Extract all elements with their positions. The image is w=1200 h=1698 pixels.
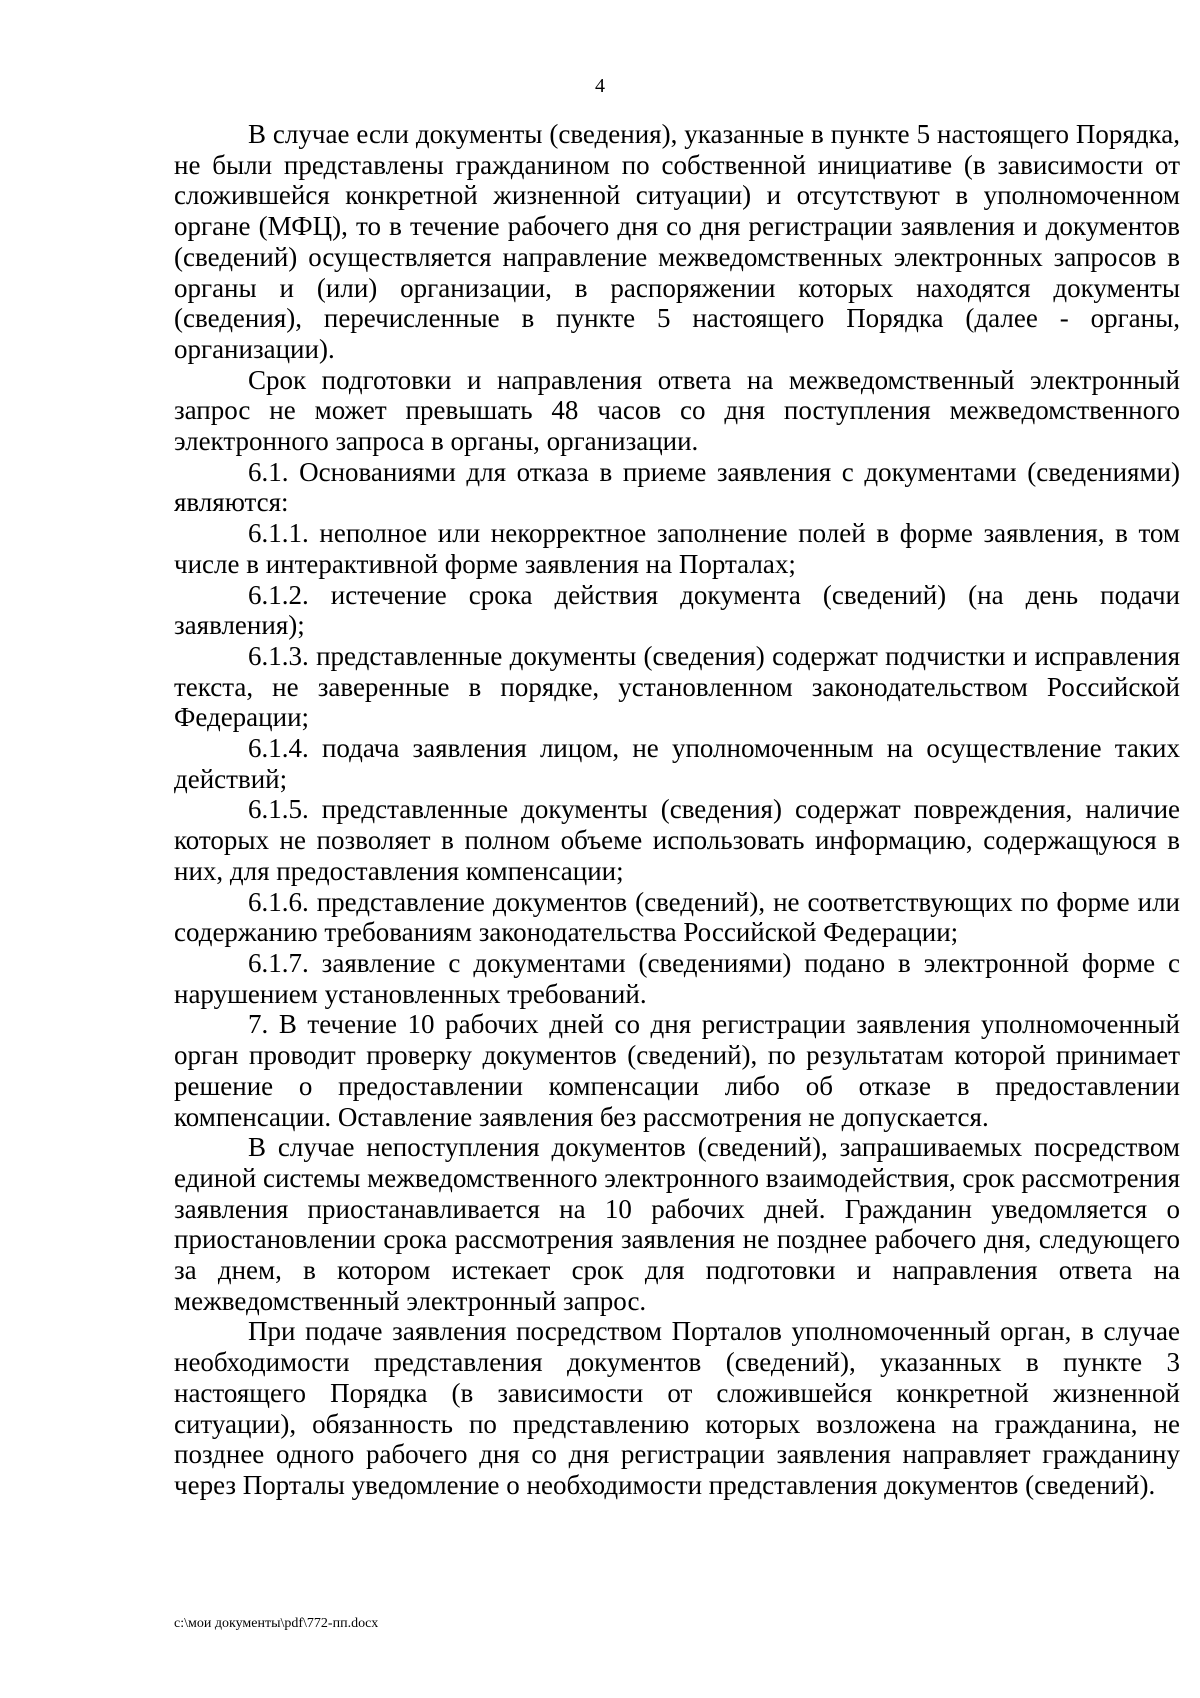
paragraph-6-1-7: 6.1.7. заявление с документами (сведениями) подано в электронной форме с нарушением установленных требований.	[174, 947, 1180, 1009]
paragraph-response-deadline: Срок подготовки и направления ответа на межведомственный электронный запрос не может превышать 48 часов со дня поступления межведомственного электронного запроса в органы, организации.	[174, 364, 1180, 457]
paragraph-6-1-6: 6.1.6. представление документов (сведений), не соответствующих по форме или содержанию требованиям законодательства Российской Федерации;	[174, 886, 1180, 948]
paragraph-6-1-2: 6.1.2. истечение срока действия документа (сведений) (на день подачи заявления);	[174, 579, 1180, 641]
paragraph-portal-notification: При подаче заявления посредством Порталов уполномоченный орган, в случае необходимости представления документов (сведений), указанных в пункте 3 настоящего Порядка (в зависимости от сложившейся конкретной жизненной ситуации), обязанность по представлению которых возложена на гражданина, не позднее одного рабочего дня со дня регистрации заявления направляет гражданину через Порталы уведомление о необходимости представления документов (сведений).	[174, 1316, 1180, 1500]
paragraph-6-1-5: 6.1.5. представленные документы (сведения) содержат повреждения, наличие которых не позволяет в полном объеме использовать информацию, содержащуюся в них, для предоставления компенсации;	[174, 794, 1180, 886]
paragraph-suspension: В случае непоступления документов (сведений), запрашиваемых посредством единой системы межведомственного электронного взаимодействия, срок рассмотрения заявления приостанавливается на 10 рабочих дней. Гражданин уведомляется о приостановлении срока рассмотрения заявления не позднее рабочего дня, следующего за днем, в котором истекает срок для подготовки и направления ответа на межведомственный электронный запрос.	[174, 1132, 1180, 1316]
paragraph-7-review-period: 7. В течение 10 рабочих дней со дня регистрации заявления уполномоченный орган проводит проверку документов (сведений), по результатам которой принимает решение о предоставлении компенсации либо об отказе в предоставлении компенсации. Оставление заявления без рассмотрения не допускается.	[174, 1009, 1180, 1132]
document-body	[174, 119, 1180, 1501]
paragraph-6-1-1: 6.1.1. неполное или некорректное заполнение полей в форме заявления, в том числе в интерактивной форме заявления на Порталах;	[174, 518, 1180, 579]
paragraph-6-1-3: 6.1.3. представленные документы (сведения) содержат подчистки и исправления текста, не заверенные в порядке, установленном законодательством Российской Федерации;	[174, 640, 1180, 733]
page-number: 4	[595, 75, 605, 97]
paragraph-6-1-refusal-grounds: 6.1. Основаниями для отказа в приеме заявления с документами (сведениями) являются:	[174, 456, 1180, 518]
paragraph-6-1-4: 6.1.4. подача заявления лицом, не уполномоченным на осуществление таких действий;	[174, 733, 1180, 794]
footer-file-path: c:\мои документы\pdf\772-пп.docx	[174, 1616, 379, 1631]
paragraph-interagency-requests: В случае если документы (сведения), указанные в пункте 5 настоящего Порядка, не были представлены гражданином по собственной инициативе (в зависимости от сложившейся конкретной жизненной ситуации) и отсутствуют в уполномоченном органе (МФЦ), то в течение рабочего дня со дня регистрации заявления и документов (сведений) осуществляется направление межведомственных электронных запросов в органы и (или) организации, в распоряжении которых находятся документы (сведения), перечисленные в пункте 5 настоящего Порядка (далее - органы, организации).	[174, 119, 1180, 364]
